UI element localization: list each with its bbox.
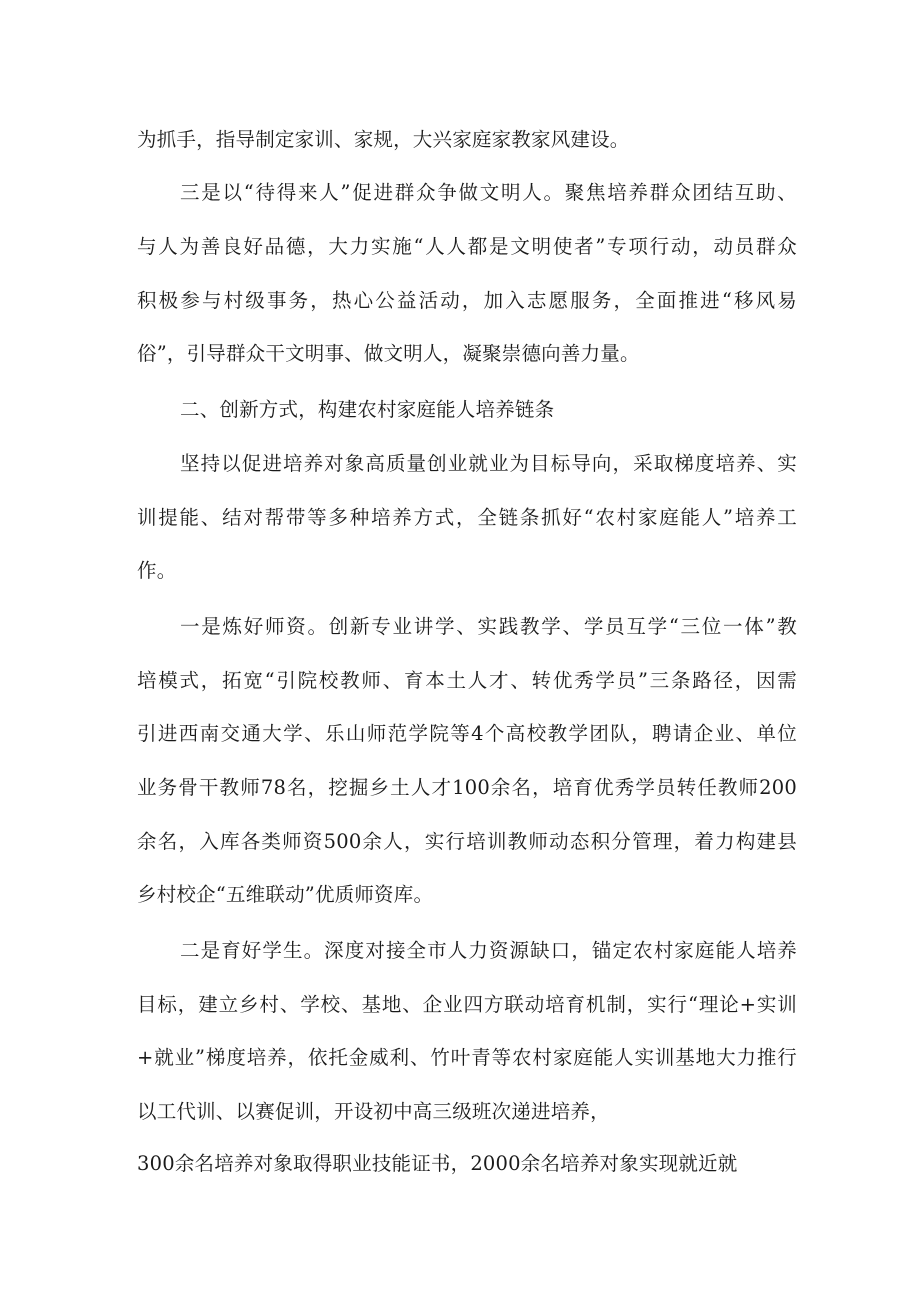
text-line-9: 作。 bbox=[137, 559, 177, 582]
text-line-18: +就业”梯度培养，依托金威利、竹叶青等农村家庭能人实训基地大力推行 bbox=[137, 1046, 797, 1069]
text-line-14: 余名，入库各类师资500余人，实行培训教师动态积分管理，着力构建县 bbox=[137, 830, 797, 853]
text-line-19: 以工代训、以赛促训，开设初中高三级班次递进培养， bbox=[137, 1100, 610, 1123]
text-line-2: 三是以“待得来人”促进群众争做文明人。聚焦培养群众团结互助、 bbox=[180, 181, 797, 204]
text-line-1: 为抓手，指导制定家训、家规，大兴家庭家教家风建设。 bbox=[137, 128, 630, 151]
text-line-10: 一是炼好师资。创新专业讲学、实践教学、学员互学“三位一体”教 bbox=[180, 615, 797, 638]
text-line-7: 坚持以促进培养对象高质量创业就业为目标导向，采取梯度培养、实 bbox=[180, 452, 797, 475]
text-line-8: 训提能、结对帮带等多种培养方式，全链条抓好“农村家庭能人”培养工 bbox=[137, 506, 797, 529]
text-line-16: 二是育好学生。深度对接全市人力资源缺口，锚定农村家庭能人培养 bbox=[180, 939, 797, 962]
text-line-13: 业务骨干教师78名，挖掘乡土人才100余名，培育优秀学员转任教师200 bbox=[137, 776, 797, 799]
section-heading: 二、创新方式，构建农村家庭能人培养链条 bbox=[180, 398, 555, 421]
text-line-17: 目标，建立乡村、学校、基地、企业四方联动培育机制，实行“理论+实训 bbox=[137, 993, 797, 1016]
text-line-20: 300余名培养对象取得职业技能证书，2000余名培养对象实现就近就 bbox=[137, 1152, 738, 1175]
text-line-12: 引进西南交通大学、乐山师范学院等4个高校教学团队，聘请企业、单位 bbox=[137, 722, 797, 745]
text-line-5: 俗”，引导群众干文明事、做文明人，凝聚崇德向善力量。 bbox=[137, 342, 640, 365]
text-line-4: 积极参与村级事务，热心公益活动，加入志愿服务，全面推进“移风易 bbox=[137, 289, 797, 312]
text-line-11: 培模式，拓宽“引院校教师、育本土人才、转优秀学员”三条路径，因需 bbox=[137, 669, 797, 692]
text-line-15: 乡村校企“五维联动”优质师资库。 bbox=[137, 883, 434, 906]
text-line-3: 与人为善良好品德，大力实施“人人都是文明使者”专项行动，动员群众 bbox=[137, 235, 797, 258]
